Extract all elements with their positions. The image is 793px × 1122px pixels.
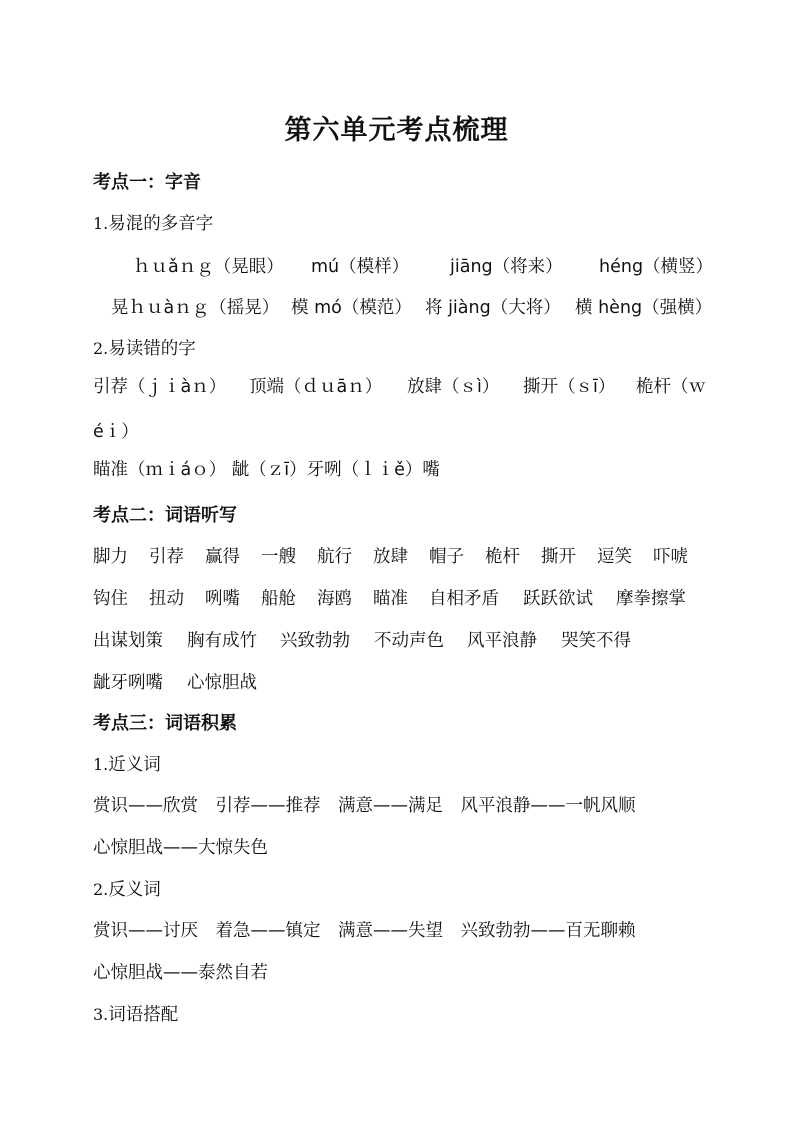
sec3-sub3-num: 3. [93, 1005, 109, 1024]
polyphone-item: 模 mó（模范） [291, 298, 412, 318]
dictation-word: 咧嘴 [205, 589, 240, 609]
synonym-row-1: 赏识——欣赏 引荐——推荐 满意——满足 风平浪静——一帆风顺 [93, 796, 636, 816]
antonym-row-1: 赏识——讨厌 着急——镇定 满意——失望 兴致勃勃——百无聊赖 [93, 921, 636, 941]
sec3-sub1-num: 1. [93, 755, 109, 774]
dictation-word: 钩住 [93, 589, 128, 609]
misread-row-2: 瞄准（ｍｉáｏ） 龇（ｚī）牙咧（ｌｉě）嘴 [93, 460, 440, 480]
section-2-heading: 考点二：词语听写 [93, 505, 237, 526]
sec1-sub2-num: 2. [93, 339, 109, 358]
dictation-word: 风平浪静 [467, 631, 537, 651]
dictation-word: 航行 [317, 547, 352, 567]
misread-item: 顶端（ｄｕāｎ） [249, 377, 383, 397]
misread-item: 撕开（ｓī） [523, 377, 616, 397]
dictation-word: 桅杆 [485, 547, 520, 567]
dictation-word: 跃跃欲试 [523, 589, 593, 609]
sec3-sub2 [93, 876, 161, 901]
dictation-word: 引荐 [149, 547, 184, 567]
sec1-sub2-text: 易读错的字 [108, 339, 196, 359]
section-3-heading: 考点三：词语积累 [93, 713, 237, 734]
dictation-word: 不动声色 [374, 631, 444, 651]
misread-item: 放肆（ｓì） [407, 377, 500, 397]
polyphone-item: 晃ｈｕàｎｇ（摇晃） [111, 298, 280, 318]
sec1-sub1-text: 易混的多音字 [108, 214, 214, 234]
sec3-sub1-text: 近义词 [108, 755, 161, 775]
polyphone-item: jiāng（将来） [450, 257, 563, 277]
polyphone-item: mú（模样） [311, 257, 410, 277]
dictation-word: 逗笑 [597, 547, 632, 567]
dictation-word: 出谋划策 [93, 631, 163, 651]
sec3-sub1 [93, 751, 161, 776]
dictation-word: 胸有成竹 [187, 631, 257, 651]
sec1-sub1 [93, 210, 213, 235]
polyphone-item: 将 jiàng（大将） [425, 298, 561, 318]
dictation-word: 龇牙咧嘴 [93, 673, 163, 693]
misread-item: 桅杆（ｗ [636, 377, 706, 397]
sec1-sub2 [93, 335, 196, 360]
dictation-word: 吓唬 [653, 547, 688, 567]
dictation-word: 扭动 [149, 589, 184, 609]
polyphone-item: héng（横竖） [599, 257, 714, 277]
sec3-sub3-text: 词语搭配 [108, 1005, 179, 1025]
dictation-word: 瞄准 [373, 589, 408, 609]
misread-item: 引荐（ｊｉàｎ） [93, 377, 227, 397]
sec3-sub2-num: 2. [93, 880, 109, 899]
dictation-word: 船舱 [261, 589, 296, 609]
dictation-word: 摩拳擦掌 [616, 589, 686, 609]
polyphone-item: ｈｕǎｎｇ（晃眼） [133, 257, 284, 277]
synonym-row-2: 心惊胆战——大惊失色 [93, 838, 268, 858]
page-title: 第六单元考点梳理 [284, 115, 509, 146]
dictation-word: 心惊胆战 [187, 673, 257, 693]
sec3-sub3 [93, 1001, 178, 1026]
sec3-sub2-text: 反义词 [108, 880, 161, 900]
dictation-word: 放肆 [373, 547, 408, 567]
dictation-word: 兴致勃勃 [280, 631, 350, 651]
misread-row-1-wrap: éｉ） [93, 422, 139, 442]
dictation-word: 赢得 [205, 547, 240, 567]
antonym-row-2: 心惊胆战——泰然自若 [93, 963, 268, 983]
dictation-word: 自相矛盾 [429, 589, 499, 609]
dictation-word: 帽子 [429, 547, 464, 567]
dictation-word: 脚力 [93, 547, 128, 567]
dictation-word: 撕开 [541, 547, 576, 567]
dictation-word: 一艘 [261, 547, 296, 567]
sec1-sub1-num: 1. [93, 214, 109, 233]
polyphone-item: 横 hèng（强横） [575, 298, 713, 318]
dictation-word: 海鸥 [317, 589, 352, 609]
section-1-heading: 考点一：字音 [93, 172, 201, 193]
dictation-word: 哭笑不得 [561, 631, 631, 651]
